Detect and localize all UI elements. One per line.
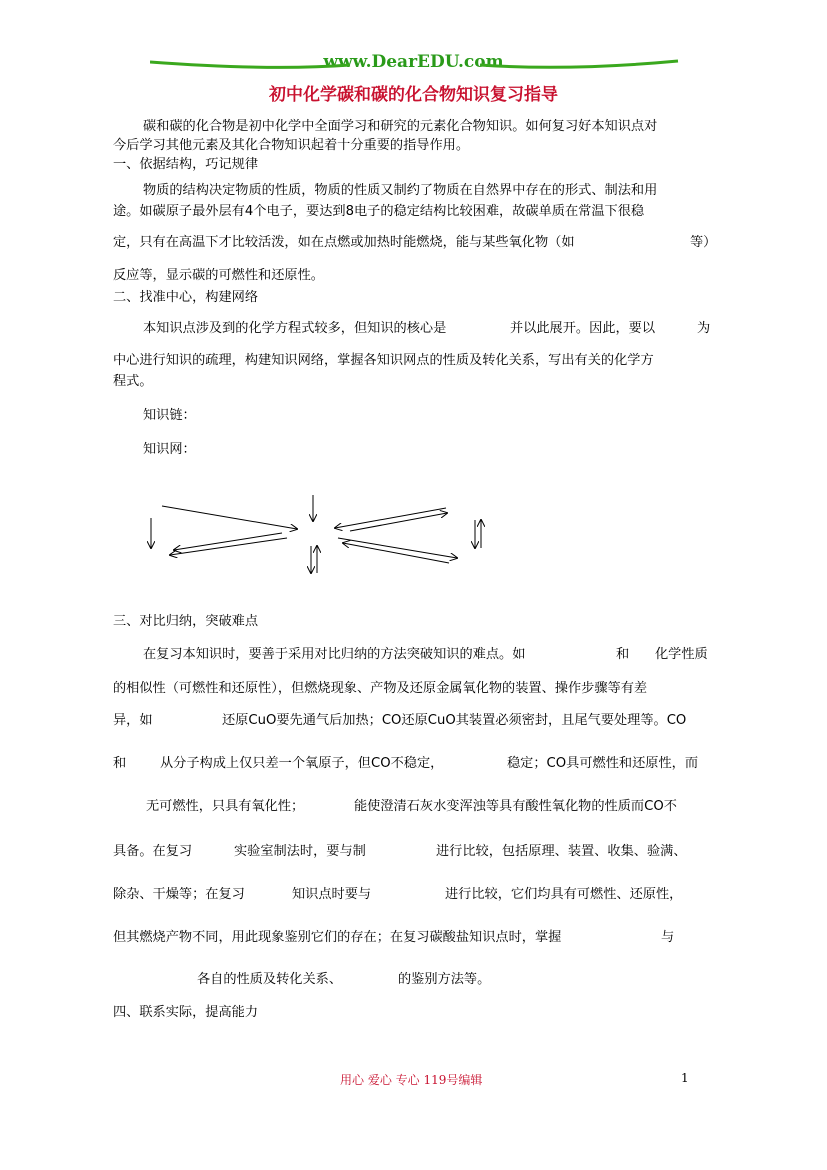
paragraph-line: 为: [697, 321, 711, 336]
arrow: [170, 538, 287, 555]
paragraph-line: 反应等，显示碳的可燃性和还原性。: [113, 268, 324, 283]
arrow: [343, 543, 449, 563]
site-banner: www.DearEDU.com: [323, 52, 504, 72]
paragraph-line: 并以此展开。因此，要以: [510, 321, 656, 336]
page-number: 1: [681, 1071, 689, 1085]
section-heading: 四、联系实际，提高能力: [113, 1005, 259, 1020]
paragraph-line: 具备。在复习: [113, 844, 193, 859]
paragraph-line: 进行比较，它们均具有可燃性、还原性，: [445, 887, 683, 902]
paragraph-line: 知识点时要与: [292, 887, 372, 902]
section-heading: 二、找准中心，构建网络: [113, 290, 259, 305]
paragraph-line: 途。如碳原子最外层有4个电子，要达到8电子的稳定结构比较困难，故碳单质在常温下很稳: [113, 204, 645, 219]
paragraph-line: 在复习本知识时，要善于采用对比归纳的方法突破知识的难点。如: [143, 647, 526, 662]
arrow: [338, 538, 457, 558]
intro-line: 今后学习其他元素及其化合物知识起着十分重要的指导作用。: [113, 138, 470, 153]
paragraph-line: 但其燃烧产物不同，用此现象鉴别它们的存在；在复习碳酸盐知识点时，掌握: [113, 930, 562, 945]
paragraph-line: 还原CuO要先通气后加热；CO还原CuO其装置必须密封，且尾气要处理等。CO: [222, 713, 687, 728]
paragraph-line: 和: [616, 647, 630, 662]
paragraph-line: 进行比较，包括原理、装置、收集、验满、: [436, 844, 687, 859]
knowledge-net-label: 知识网：: [143, 442, 196, 457]
page-footer: 用心 爱心 专心 119号编辑: [340, 1073, 483, 1087]
arrow: [162, 506, 297, 529]
intro-line: 碳和碳的化合物是初中化学中全面学习和研究的元素化合物知识。如何复习好本知识点对: [143, 119, 658, 134]
paragraph-line: 定，只有在高温下才比较活泼，如在点燃或加热时能燃烧，能与某些氧化物（如: [113, 235, 575, 250]
paragraph-line: 从分子构成上仅只差一个氧原子，但CO不稳定，: [160, 756, 444, 771]
section-heading: 三、对比归纳，突破难点: [113, 614, 259, 629]
arrow: [350, 513, 447, 531]
paragraph-line: 与: [661, 930, 675, 945]
paragraph-line: 的鉴别方法等。: [398, 972, 491, 987]
paragraph-line: 中心进行知识的疏理，构建知识网络，掌握各知识网点的性质及转化关系，写出有关的化学方: [113, 353, 654, 368]
knowledge-chain-label: 知识链：: [143, 408, 196, 423]
paragraph-line: 的相似性（可燃性和还原性），但燃烧现象、产物及还原金属氧化物的装置、操作步骤等有差: [113, 681, 648, 696]
paragraph-line: 本知识点涉及到的化学方程式较多，但知识的核心是: [143, 321, 447, 336]
paragraph-line: 实验室制法时，要与制: [234, 844, 366, 859]
arrow: [335, 508, 446, 528]
paragraph-line: 物质的结构决定物质的性质，物质的性质又制约了物质在自然界中存在的形式、制法和用: [143, 183, 658, 198]
banner-swoosh: [150, 58, 680, 72]
paragraph-line: 等）: [690, 235, 717, 250]
paragraph-line: 和: [113, 756, 127, 771]
paragraph-line: 化学性质: [655, 647, 708, 662]
knowledge-net-diagram: [140, 488, 500, 580]
paragraph-line: 稳定；CO具可燃性和还原性，而: [507, 756, 699, 771]
paragraph-line: 程式。: [113, 374, 153, 389]
paragraph-line: 能使澄清石灰水变浑浊等具有酸性氧化物的性质而CO不: [354, 799, 677, 814]
page-title: 初中化学碳和碳的化合物知识复习指导: [269, 85, 558, 105]
paragraph-line: 除杂、干燥等；在复习: [113, 887, 245, 902]
paragraph-line: 异，如: [113, 713, 153, 728]
section-heading: 一、依据结构，巧记规律: [113, 157, 259, 172]
paragraph-line: 各自的性质及转化关系、: [197, 972, 343, 987]
paragraph-line: 无可燃性，只具有氧化性；: [146, 799, 305, 814]
